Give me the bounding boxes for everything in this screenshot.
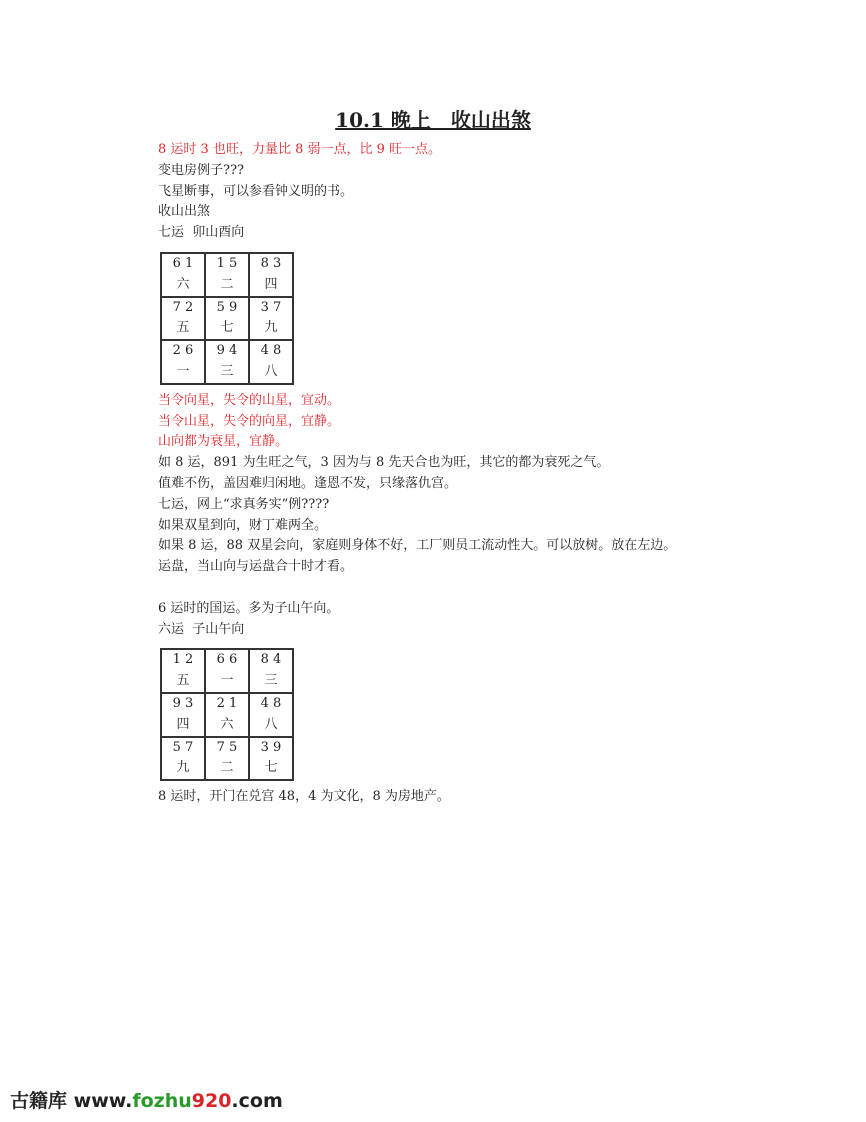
url-suffix: .com: [231, 1090, 283, 1112]
flying-star-grid-1: [160, 252, 294, 385]
grid-cell: [205, 340, 249, 384]
grid-cell: [205, 297, 249, 341]
star-pair: 2 6: [172, 343, 194, 359]
content: [158, 140, 676, 808]
palace-number: 四: [264, 276, 278, 292]
star-pair: 4 8: [260, 695, 282, 711]
star-pair: 6 1: [172, 255, 194, 271]
palace-number: 八: [264, 363, 278, 379]
text-line: 8 运时 3 也旺，力量比 8 弱一点，比 9 旺一点。: [158, 142, 442, 157]
grid-cell: [249, 253, 293, 297]
text-line: 值难不伤，盖因难归闲地。逢恩不发，只缘落仇宫。: [158, 475, 458, 491]
palace-number: 一: [176, 363, 190, 379]
text-line: 六运 子山午向: [158, 621, 245, 637]
text-line: 收山出煞: [158, 204, 211, 220]
grid-cell: [205, 253, 249, 297]
palace-number: 四: [176, 716, 190, 732]
star-pair: 5 9: [216, 299, 238, 315]
grid-cell: [205, 737, 249, 781]
grid-cell: [161, 340, 205, 384]
star-pair: 7 5: [216, 739, 238, 755]
flying-star-grid-2: [160, 648, 294, 781]
grid-cell: [161, 297, 205, 341]
star-pair: 5 7: [172, 739, 194, 755]
star-pair: 6 6: [216, 652, 238, 668]
text-line: 当令向星，失令的山星，宜动。: [158, 392, 341, 408]
text-line: 6 运时的国运。多为子山午向。: [158, 600, 340, 616]
palace-number: 九: [176, 760, 190, 776]
palace-number: 五: [176, 320, 190, 336]
watermark-logo: [10, 1086, 283, 1113]
grid-cell: [161, 253, 205, 297]
star-pair: 3 7: [260, 299, 282, 315]
brand: 古籍库: [10, 1090, 68, 1112]
star-pair: 1 2: [172, 652, 194, 668]
palace-number: 二: [220, 276, 234, 292]
star-pair: 4 8: [260, 343, 282, 359]
palace-number: 一: [220, 673, 234, 689]
grid-cell: [249, 693, 293, 737]
section-1: [158, 140, 676, 244]
text-line: 山向都为衰星，宜静。: [158, 434, 289, 450]
grid-cell: [205, 693, 249, 737]
grid-cell: [249, 649, 293, 693]
grid-cell: [249, 340, 293, 384]
grid-cell: [205, 649, 249, 693]
palace-number: 三: [264, 673, 278, 689]
grid-cell: [249, 297, 293, 341]
text-line: 飞星断事，可以参看钟义明的书。: [158, 183, 354, 199]
palace-number: 二: [220, 760, 234, 776]
grid-cell: [161, 649, 205, 693]
palace-number: 七: [220, 320, 234, 336]
palace-number: 六: [176, 276, 190, 292]
palace-number: 三: [220, 363, 234, 379]
section-2: [158, 391, 676, 641]
title-text: 10.1 晚上 收山出煞: [335, 108, 531, 132]
grid-cell: [161, 693, 205, 737]
closing-line: 8 运时，开门在兑宫 48，4 为文化，8 为房地产。: [158, 789, 450, 805]
grid-cell: [161, 737, 205, 781]
palace-number: 七: [264, 760, 278, 776]
text-line: [158, 578, 676, 599]
palace-number: 五: [176, 673, 190, 689]
grid-cell: [249, 737, 293, 781]
star-pair: 1 5: [216, 255, 238, 271]
star-pair: 9 3: [172, 695, 194, 711]
star-pair: 8 4: [260, 652, 282, 668]
star-pair: 3 9: [260, 739, 282, 755]
text-line: 当令山星，失令的向星，宜静。: [158, 413, 341, 429]
star-pair: 9 4: [216, 343, 238, 359]
star-pair: 7 2: [172, 299, 194, 315]
text-line: 如果 8 运，88 双星会向，家庭则身体不好，工厂则员工流动性大。可以放树。放在左边。: [158, 538, 677, 554]
text-line: 七运 卯山酉向: [158, 225, 245, 241]
text-line: 如 8 运，891 为生旺之气，3 因为与 8 先天合也为旺，其它的都为衰死之气。: [158, 455, 610, 471]
text-line: 变电房例子???: [158, 162, 244, 178]
palace-number: 六: [220, 716, 234, 732]
palace-number: 八: [264, 716, 278, 732]
text-line: 如果双星到向，财丁难两全。: [158, 517, 328, 533]
url-num: 920: [191, 1090, 232, 1112]
url-prefix: www.: [73, 1090, 133, 1112]
text-line: 七运，网上“求真务实”例????: [158, 496, 330, 512]
page-title: [0, 104, 866, 133]
star-pair: 8 3: [260, 255, 282, 271]
palace-number: 九: [264, 320, 278, 336]
star-pair: 2 1: [216, 695, 238, 711]
text-line: 运盘，当山向与运盘合十时才看。: [158, 559, 354, 575]
url-mid: fozhu: [132, 1090, 192, 1112]
